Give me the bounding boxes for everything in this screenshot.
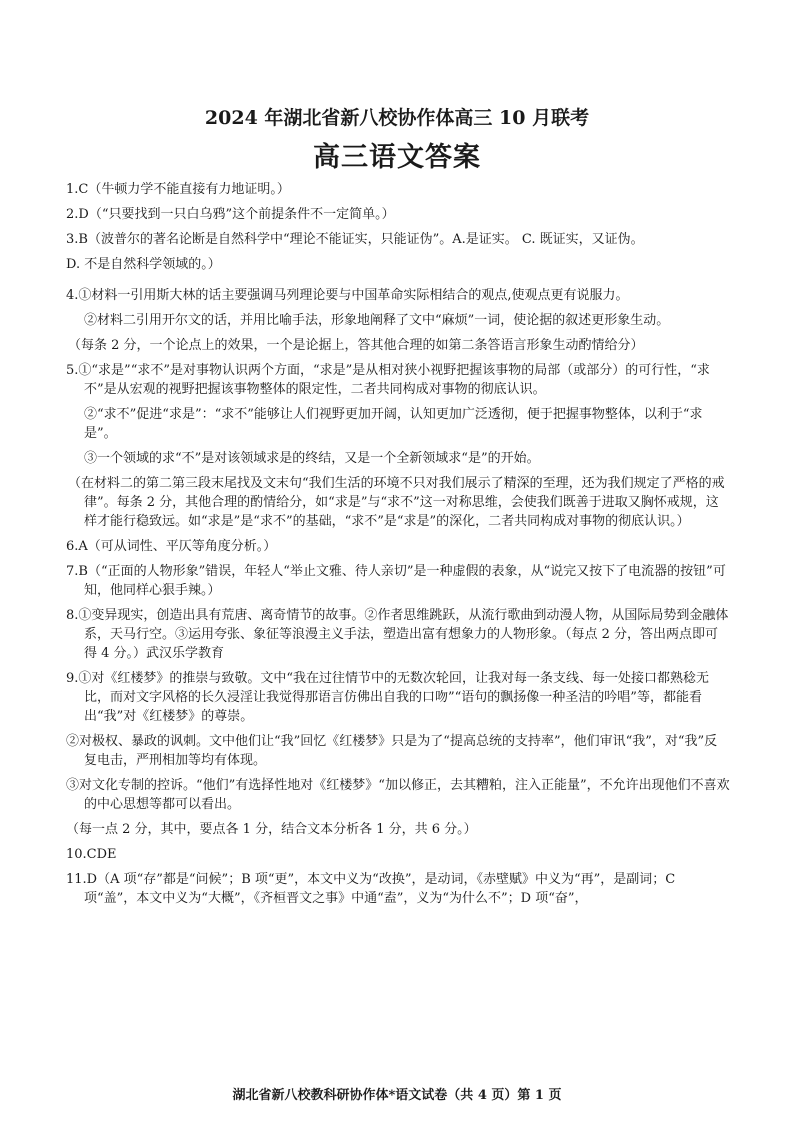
answer-3-line-2: D. 不是自然科学领域的。） [66, 257, 221, 272]
page-footer: 湖北省新八校教科研协作体*语文试卷（共 4 页）第 1 页 [232, 1088, 562, 1103]
answer-list [66, 180, 730, 908]
answer-8: 8.①变异现实，创造出具有荒唐、离奇情节的故事。②作者思维跳跃，从流行歌曲到动漫人物，从国际局势到金融体系，天马行空。③运用夸张、象征等浪漫主义手法，塑造出富有想象力的人物形象。（每点 2 分，答出两点即可得 4 分。）武汉乐学教育 [66, 608, 729, 661]
answer-4-point-1: 4.①材料一引用斯大林的话主要强调马列理论要与中国革命实际相结合的观点,使观点更有说服力。 [66, 288, 629, 303]
answer-1: 1.C（牛顿力学不能直接有力地证明。） [66, 182, 290, 197]
answer-5-point-3: ③一个领域的求“不”是对该领域求是的终结，又是一个全新领域求“是”的开始。 [84, 451, 540, 466]
answer-11: 11.D（A 项“存”都是“问候”；B 项“更”，本文中义为“改换”，是动词，《赤壁赋》中义为“再”，是副词；C 项“盖”，本文中义为“大概”，《齐桓晋文之事》中通“盍”，义为“为什么不”；D 项“奋”， [66, 872, 676, 906]
answer-9-point-2: ②对极权、暴政的讽刺。文中他们让“我”回忆《红楼梦》只是为了“提高总统的支持率”，他们审讯“我”，对“我”反复电击，严刑相加等均有体现。 [66, 734, 718, 768]
answer-2: 2.D（“只要找到一只白乌鸦”这个前提条件不一定简单。） [66, 207, 395, 222]
exam-title: 2024 年湖北省新八校协作体高三 10 月联考 [204, 107, 590, 129]
answer-3-line-1: 3.B（波普尔的著名论断是自然科学中“理论不能证实，只能证伪”。A.是证实。 C. 既证实，又证伪。 [66, 232, 644, 247]
answer-4-point-2: ②材料二引用开尔文的话，并用比喻手法，形象地阐释了文中“麻烦”一词，使论据的叙述更形象生动。 [84, 313, 670, 328]
answer-9-point-1: 9.①对《红楼梦》的推崇与致敬。文中“我在过往情节中的无数次轮回，让我对每一条支线、每一处接口都熟稔无比，而对文字风格的长久浸淫让我觉得那语言仿佛出自我的口吻”“语句的飘扬像一种圣洁的吟唱”等，都能看出“我”对《红楼梦》的尊崇。 [66, 671, 710, 724]
answer-5-point-2: ②“求不”促进“求是”：“求不”能够让人们视野更加开阔，认知更加广泛透彻，便于把握事物整体，以利于“求是”。 [84, 407, 703, 441]
page-title: 高三语文答案 [313, 142, 481, 173]
answer-5-note: （在材料二的第二第三段末尾找及文末句“我们生活的环境不只对我们展示了精深的至理，还为我们规定了严格的戒律”。每条 2 分，其他合理的酌情给分，如“求是”与“求不”这一对称思维，会使我们既善于进取又胸怀戒规，这样才能行稳致远。如“求是”是“求不”的基础，“求不”是“求是”的深化，二者共同构成对事物的彻底认识。） [68, 476, 725, 529]
answer-4-note: （每条 2 分，一个论点上的效果，一个是论据上，答其他合理的如第二条答语言形象生动酌情给分） [68, 338, 644, 353]
answer-10: 10.CDE [66, 847, 117, 862]
answer-7: 7.B（“正面的人物形象”错误，年轻人“举止文雅、待人亲切”是一种虚假的表象，从“说完又按下了电流器的按钮”可知，他同样心狠手辣。） [66, 564, 726, 598]
answer-9-point-3: ③对文化专制的控诉。“他们”有选择性地对《红楼梦》“加以修正，去其糟粕，注入正能量”，不允许出现他们不喜欢的中心思想等都可以看出。 [66, 778, 730, 812]
answer-5-point-1: 5.①“求是”“求不”是对事物认识两个方面，“求是”是从相对狭小视野把握该事物的局部（或部分）的可行性，“求不”是从宏观的视野把握该事物整体的限定性，二者共同构成对事物的彻底认识。 [66, 363, 710, 397]
answer-9-note: （每一点 2 分，其中，要点各 1 分，结合文本分析各 1 分，共 6 分。） [66, 822, 477, 837]
answer-6: 6.A（可从词性、平仄等角度分析。） [66, 539, 277, 554]
